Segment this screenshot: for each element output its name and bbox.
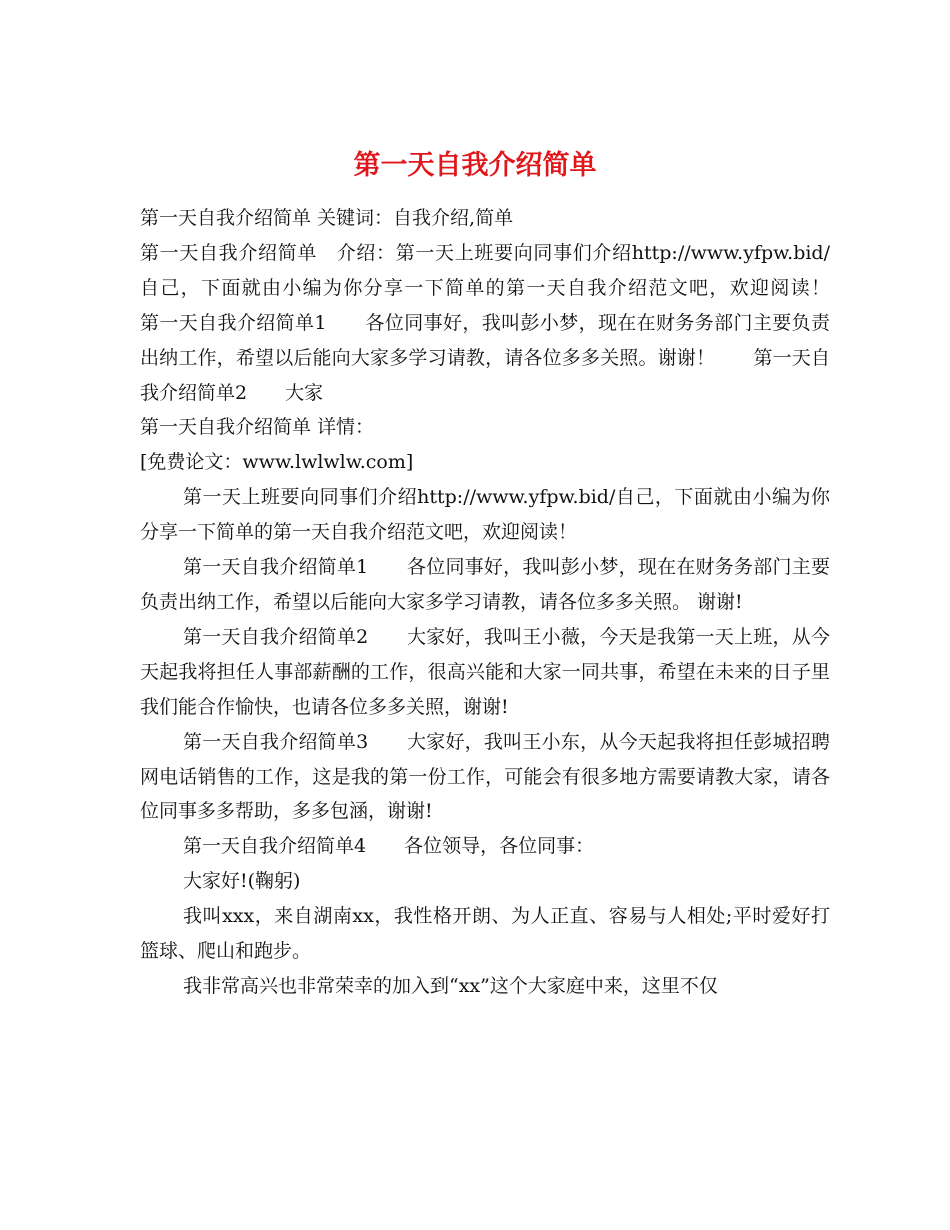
paragraph-intro-2: 第一天自我介绍简单2 大家好，我叫王小薇，今天是我第一天上班，从今天起我将担任人事部薪酬的工作，很高兴能和大家一同共事，希望在未来的日子里我们能合作愉快，也请各位多多关照，谢谢! xyxy=(140,625,830,718)
source-line: [免费论文：www.lwlwlw.com] xyxy=(140,451,414,474)
paragraph-opening: 第一天上班要向同事们介绍http://www.yfpw.bid/自己，下面就由小编为你分享一下简单的第一天自我介绍范文吧，欢迎阅读！ xyxy=(140,486,830,544)
intro-summary: 第一天自我介绍简单 介绍：第一天上班要向同事们介绍http://www.yfpw.bid/自己，下面就由小编为你分享一下简单的第一天自我介绍范文吧，欢迎阅读！ 第一天自我介绍简单1 各位同事好，我叫彭小梦，现在在财务务部门主要负责出纳工作，希望以后能向大家多学习请教，请各位多多关照。谢谢！ 第一天自我介绍简单2 大家 xyxy=(140,241,869,404)
detail-label: 第一天自我介绍简单 详情： xyxy=(140,416,375,439)
paragraph-intro-3: 第一天自我介绍简单3 大家好，我叫王小东，从今天起我将担任彭城招聘网电话销售的工作，这是我的第一份工作，可能会有很多地方需要请教大家，请各位同事多多帮助，多多包涵，谢谢! xyxy=(140,730,830,823)
paragraph-intro-4-heading: 第一天自我介绍简单4 各位领导，各位同事： xyxy=(183,835,595,858)
document-body xyxy=(140,201,869,1004)
paragraph-intro-1: 第一天自我介绍简单1 各位同事好，我叫彭小梦，现在在财务务部门主要负责出纳工作，希望以后能向大家多学习请教，请各位多多关照。 谢谢! xyxy=(140,556,830,613)
paragraph-greeting: 大家好!(鞠躬) xyxy=(183,870,301,893)
keywords-line: 第一天自我介绍简单 关键词：自我介绍,简单 xyxy=(140,207,514,229)
paragraph-closing: 我非常高兴也非常荣幸的加入到“xx”这个大家庭中来，这里不仅 xyxy=(183,974,718,997)
paragraph-personal: 我叫xxx，来自湖南xx，我性格开朗、为人正直、容易与人相处;平时爱好打篮球、爬山和跑步。 xyxy=(140,905,830,963)
document-title: 第一天自我介绍简单 xyxy=(353,150,597,182)
